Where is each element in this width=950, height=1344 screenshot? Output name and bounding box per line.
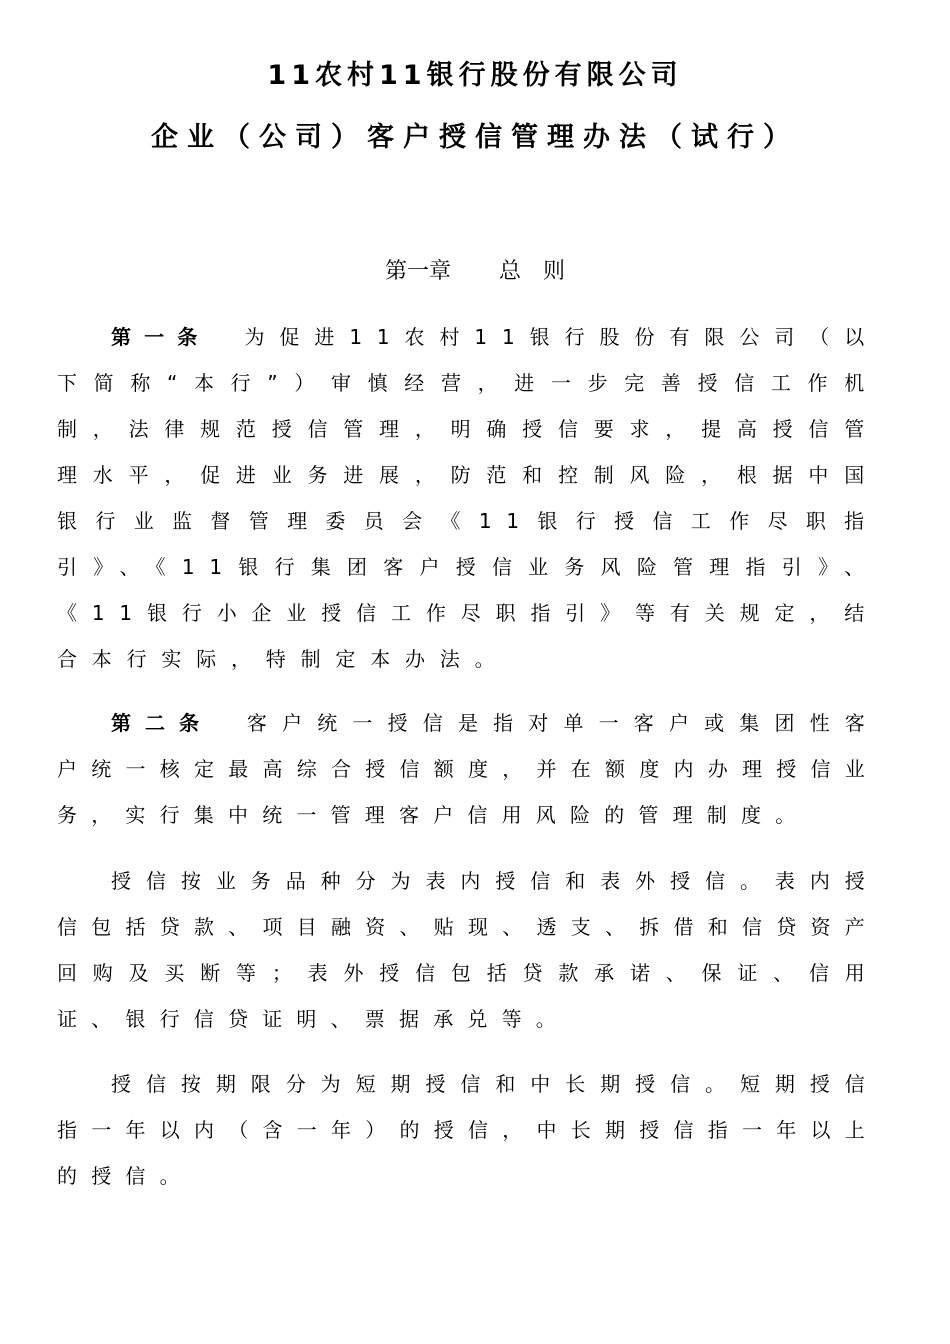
article-1-label: 第一条 bbox=[111, 325, 211, 349]
document-title-line1: 11农村11银行股份有限公司 bbox=[267, 60, 683, 91]
chapter-number: 第一章 bbox=[384, 259, 451, 284]
chapter-name: 总 则 bbox=[499, 259, 566, 284]
article-2-text: 客户统一授信是指对单一客户或集团性客户统一核定最高综合授信额度，并在额度内办理授信业务，实行集中统一管理客户信用风险的管理制度。 bbox=[57, 711, 880, 827]
credit-by-term-paragraph bbox=[57, 1061, 879, 1199]
credit-by-term-text: 授信按期限分为短期授信和中长期授信。短期授信指一年以内（含一年）的授信，中长期授信指一年以上的授信。 bbox=[57, 1072, 879, 1188]
credit-by-product-paragraph bbox=[57, 858, 879, 1042]
article-1-paragraph bbox=[57, 314, 879, 682]
article-1-text: 为促进11农村11银行股份有限公司（以下简称“本行”）审慎经营，进一步完善授信工作机制，法律规范授信管理，明确授信要求，提高授信管理水平，促进业务进展，防范和控制风险，根据中国银行业监督管理委员会《11银行授信工作尽职指引》、《11银行集团客户授信业务风险管理指引》、《11银行小企业授信工作尽职指引》等有关规定，结合本行实际，特制定本办法。 bbox=[57, 325, 880, 671]
credit-by-product-text: 授信按业务品种分为表内授信和表外授信。表内授信包括贷款、项目融资、贴现、透支、拆借和信贷资产回购及买断等；表外授信包括贷款承诺、保证、信用证、银行信贷证明、票据承兑等。 bbox=[57, 869, 879, 1031]
document-title-line2: 企业（公司）客户授信管理办法（试行） bbox=[151, 122, 799, 153]
article-2-paragraph bbox=[57, 700, 879, 838]
chapter-heading bbox=[0, 256, 950, 288]
article-2-label: 第二条 bbox=[111, 711, 213, 735]
